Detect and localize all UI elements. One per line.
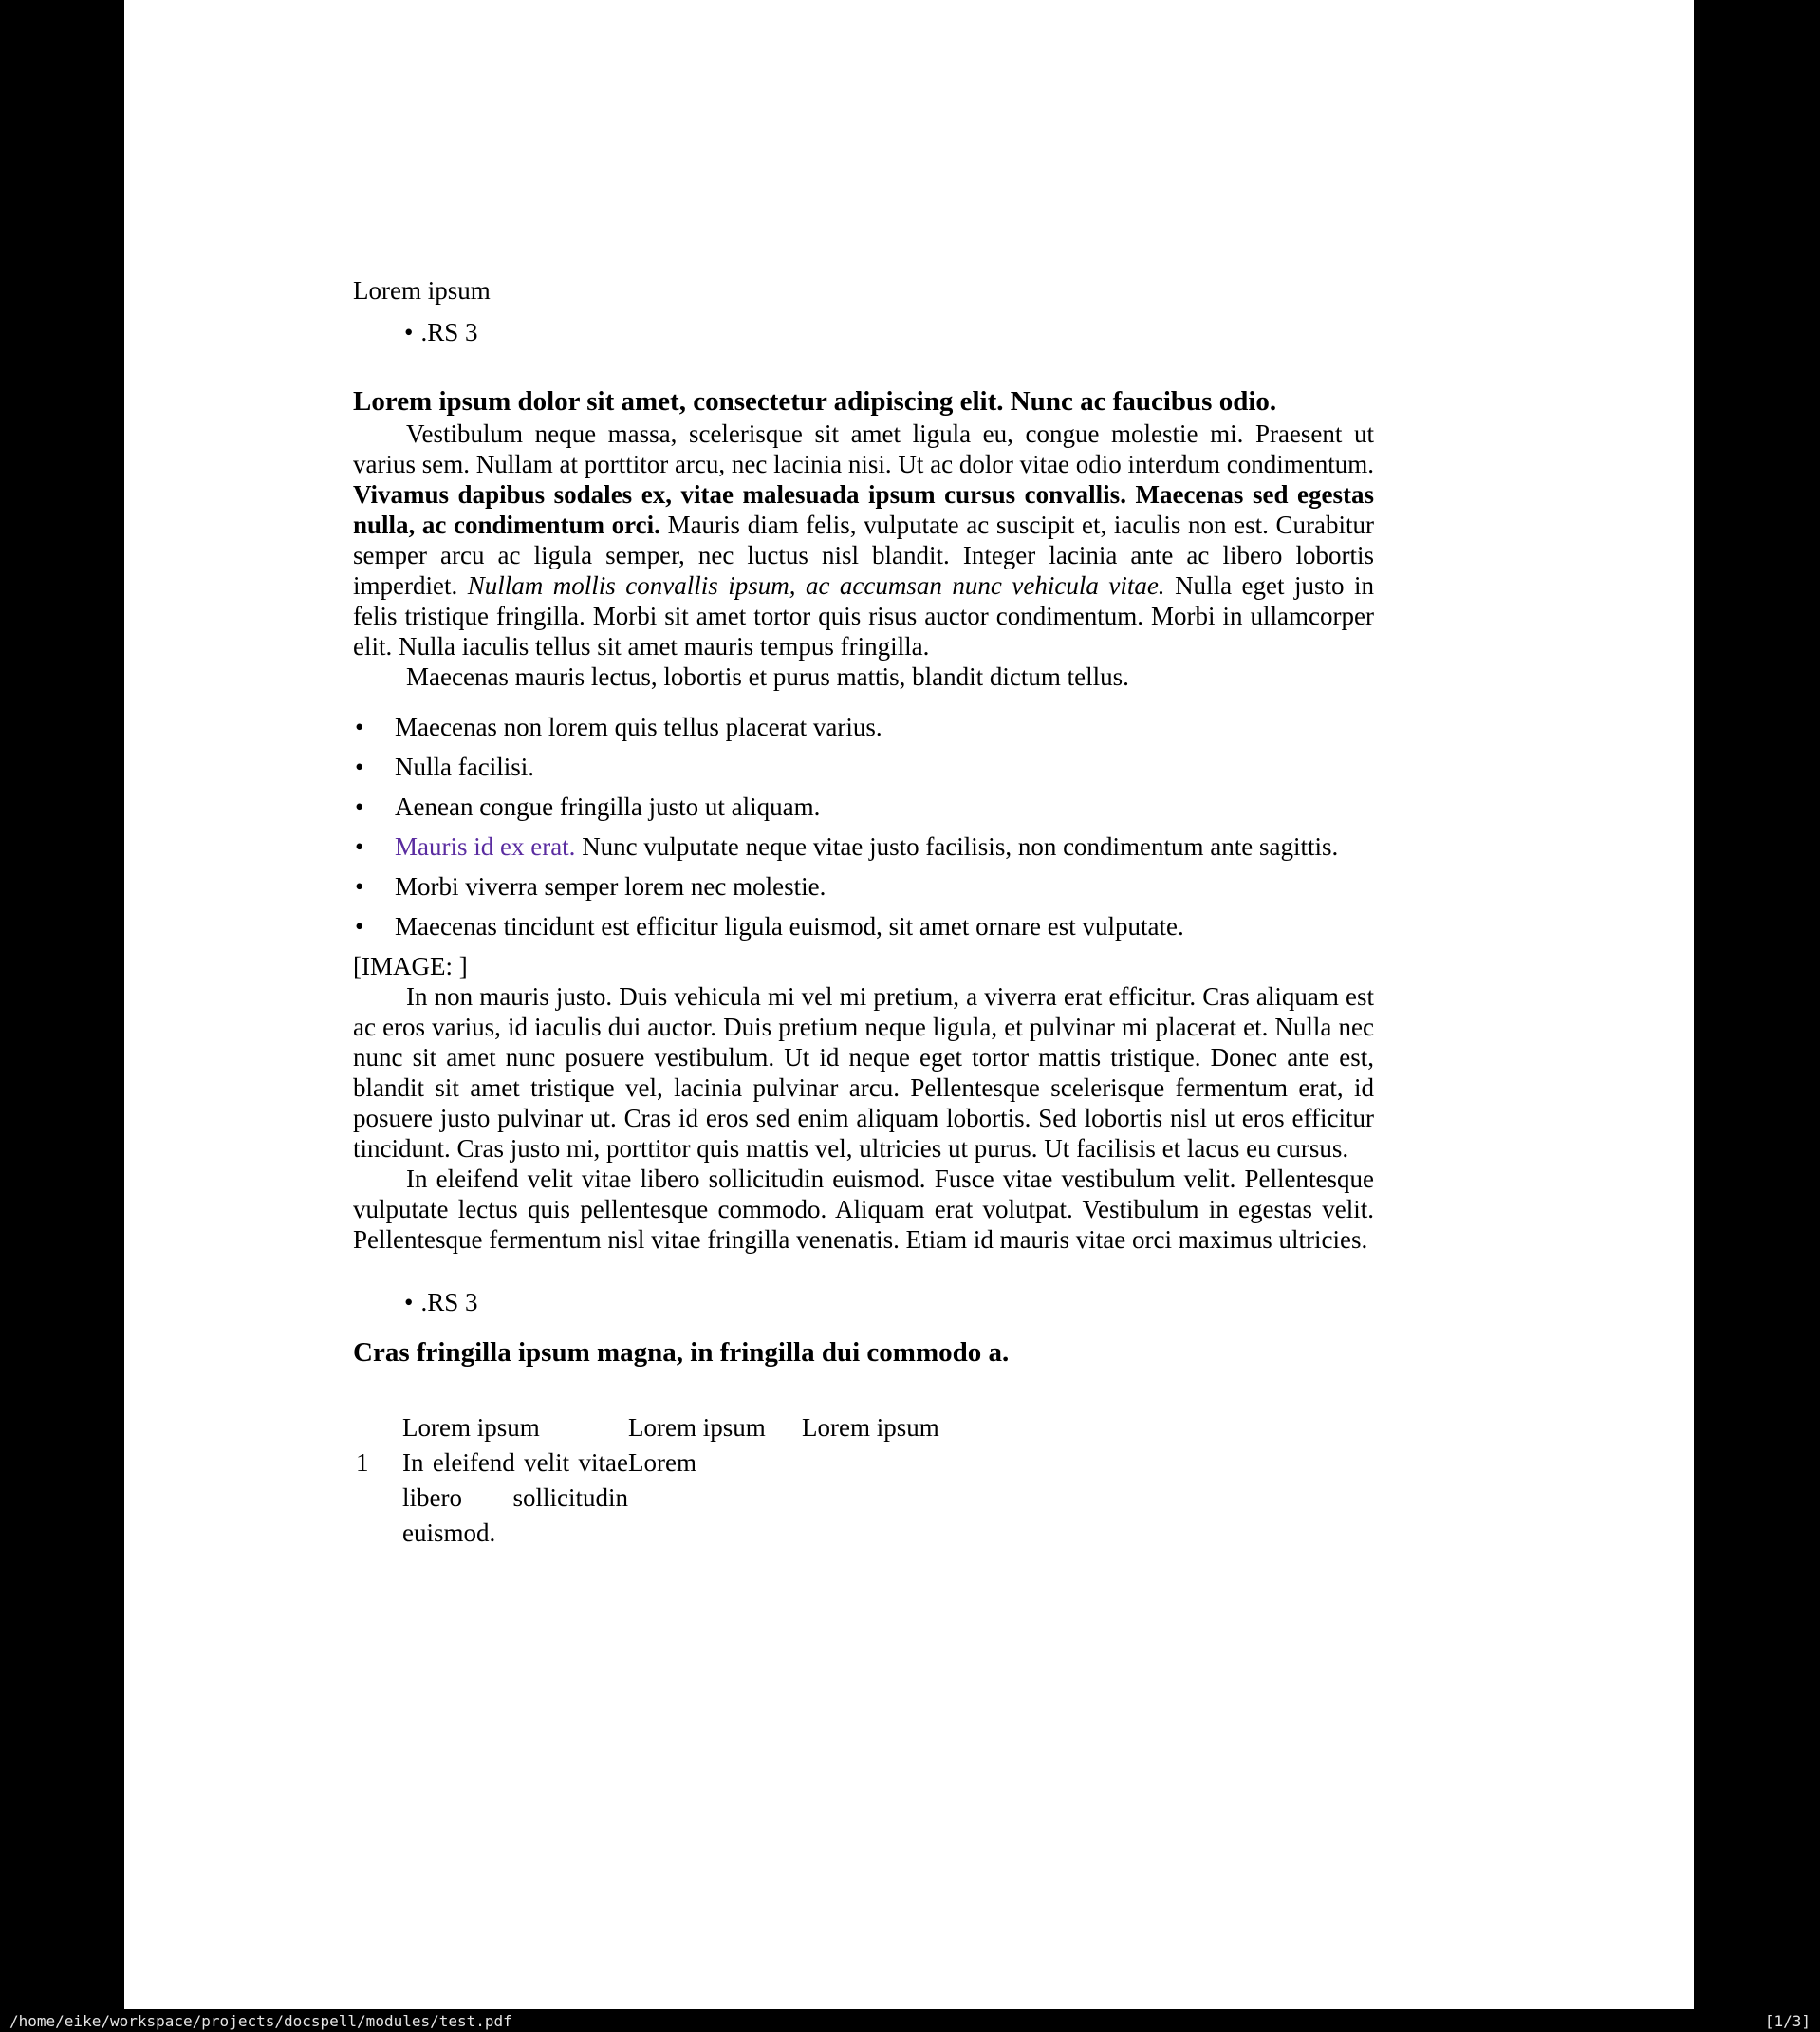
table-cell: 1 [356, 1448, 369, 1477]
list-item-text: Maecenas tincidunt est efficitur ligula euismod, sit amet ornare est vulputate. [395, 912, 1184, 941]
bullet-icon: • [355, 832, 364, 861]
bullet-icon: • [355, 872, 364, 901]
list-item-text: Nunc vulputate neque vitae justo facilisis, non condimentum ante sagittis. [575, 832, 1339, 861]
section-heading-1: Lorem ipsum dolor sit amet, consectetur adipiscing elit. Nunc ac faucibus odio. [353, 386, 1277, 417]
image-placeholder: [IMAGE: ] [353, 952, 468, 980]
list-item [353, 752, 1374, 782]
table-cell: In eleifend velit vitae libero sollicitudin euismod. [402, 1448, 628, 1547]
list-item [353, 831, 1374, 862]
bullet-icon: • [404, 318, 414, 346]
document-table [356, 1410, 973, 1551]
paragraph-1-bold: Vivamus dapibus sodales ex, vitae malesuada ipsum cursus convallis. Maecenas sed egestas nulla, ac condimentum orci. [353, 480, 1374, 539]
table-row [356, 1445, 973, 1551]
list-item [353, 871, 1374, 902]
intro-line: Lorem ipsum [353, 276, 491, 305]
list-item-text: Aenean congue fringilla justo ut aliquam. [395, 792, 821, 821]
table-header-cell: Lorem ipsum [628, 1413, 766, 1442]
table-header-row [356, 1410, 973, 1445]
list-item-text: Morbi viverra semper lorem nec molestie. [395, 872, 826, 901]
statusbar-page-indicator: [1/3] [1764, 2011, 1811, 2030]
statusbar-file-path: /home/eike/workspace/projects/docspell/modules/test.pdf [9, 2011, 512, 2030]
table-cell [802, 1445, 973, 1551]
paragraph-3: In non mauris justo. Duis vehicula mi vel mi pretium, a viverra erat efficitur. Cras aliquam est ac eros varius, id iaculis dui auctor. Duis pretium neque ligula, et pulvinar mi placerat et. Nulla nec nunc sit amet nunc posuere vestibulum. Ut id neque eget tortor mattis tristique. Donec ante est, blandit sit amet tristique vel, lacinia pulvinar arcu. Pellentesque scelerisque fermentum erat, id posuere justo pulvinar ut. Cras id eros sed enim aliquam lobortis. Sed lobortis nisl ut eros efficitur tincidunt. Cras justo mi, porttitor quis mattis vel, ultricies ut purus. Ut facilisis et lacus eu cursus. [353, 982, 1374, 1163]
section-heading-2: Cras fringilla ipsum magna, in fringilla dui commodo a. [353, 1337, 1010, 1368]
table-header-cell: Lorem ipsum [802, 1413, 939, 1442]
list-item [353, 911, 1374, 941]
document-content [353, 0, 1374, 1551]
paragraph-1 [353, 419, 1374, 662]
table-cell: Lorem [628, 1448, 696, 1477]
paragraph-1-italic: Nullam mollis convallis ipsum, ac accumsan nunc vehicula vitae. [467, 571, 1176, 600]
table-header-cell: Lorem ipsum [402, 1413, 540, 1442]
rs-label: .RS 3 [420, 318, 478, 346]
table-header-cell [356, 1410, 402, 1445]
rs-bullet-line-1 [353, 317, 1374, 347]
paragraph-2: Maecenas mauris lectus, lobortis et purus mattis, blandit dictum tellus. [406, 662, 1129, 691]
rs-label: .RS 3 [420, 1288, 478, 1316]
rs-bullet-line-2 [353, 1287, 1374, 1317]
paragraph-1-text: Vestibulum neque massa, scelerisque sit amet ligula eu, congue molestie mi. Praesent ut varius sem. Nullam at porttitor arcu, nec lacinia nisi. Ut ac dolor vitae odio interdum condimentum. [353, 419, 1374, 478]
list-item [353, 712, 1374, 742]
bullet-icon: • [355, 753, 364, 781]
hyperlink-mauris-id-ex-erat[interactable]: Mauris id ex erat. [395, 832, 576, 861]
list-item-text: Maecenas non lorem quis tellus placerat varius. [395, 713, 882, 741]
paragraph-1-text: Nulla eget justo in felis tristique fringilla. Morbi sit amet tortor quis risus auctor condimentum. Morbi in ullamcorper elit. Nulla iaculis tellus sit amet mauris tempus fringilla. [353, 571, 1375, 661]
bullet-icon: • [404, 1288, 414, 1316]
bullet-icon: • [355, 792, 364, 821]
paragraph-4: In eleifend velit vitae libero sollicitudin euismod. Fusce vitae vestibulum velit. Pellentesque vulputate lectus quis pellentesque commodo. Aliquam erat volutpat. Vestibulum in egestas velit. Pellentesque fermentum nisl vitae fringilla venenatis. Etiam id mauris vitae orci maximus ultricies. [353, 1165, 1374, 1254]
bullet-list [353, 712, 1374, 941]
list-item-text: Nulla facilisi. [395, 753, 534, 781]
pdf-page[interactable] [124, 0, 1694, 2009]
statusbar [0, 2009, 1820, 2032]
paragraph-1-text: Mauris diam felis, vulputate ac suscipit et, iaculis non est. Curabitur semper arcu ac ligula semper, nec luctus nisl blandit. Integer lacinia ante ac libero lobortis imperdiet. [353, 511, 1375, 600]
bullet-icon: • [355, 713, 364, 741]
bullet-icon: • [355, 912, 364, 941]
list-item [353, 792, 1374, 822]
